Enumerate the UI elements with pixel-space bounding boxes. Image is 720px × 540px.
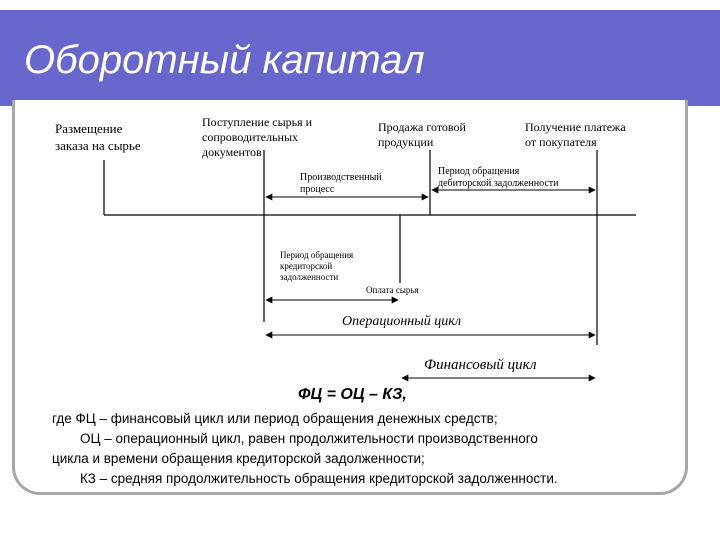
- legend-line-4: КЗ – средняя продолжительность обращения кредиторской задолженности.: [80, 471, 558, 486]
- slide-title: Оборотный капитал: [24, 38, 425, 82]
- payables-line2: кредиторской: [280, 261, 333, 271]
- production-line2: процесс: [300, 184, 335, 195]
- event-receipt-line1: Поступление сырья и: [202, 115, 313, 129]
- event-order-line2: заказа на сырье: [55, 138, 141, 153]
- receivables-line1: Период обращения: [438, 166, 520, 177]
- receivables-line2: дебиторской задолженности: [438, 178, 559, 189]
- formula: ФЦ = ОЦ – КЗ,: [298, 386, 407, 403]
- payables-period-label: [280, 250, 353, 283]
- legend-line-3: цикла и времени обращения кредиторской задолженности;: [52, 451, 425, 466]
- payables-line1: Период обращения: [280, 250, 354, 260]
- event-sale-label: [378, 120, 466, 150]
- payables-line3: задолженности: [280, 272, 339, 282]
- event-sale-line2: продукции: [378, 135, 434, 149]
- event-receipt-label: [202, 115, 312, 160]
- raw-payment-label: Оплата сырья: [366, 285, 419, 295]
- legend-line-1: где ФЦ – финансовый цикл или период обращения денежных средств;: [52, 411, 498, 426]
- production-process-label: [300, 172, 382, 196]
- event-payment-line2: от покупателя: [525, 135, 597, 149]
- event-payment-line1: Получение платежа: [525, 120, 626, 134]
- event-sale-line1: Продажа готовой: [378, 120, 466, 134]
- receivables-period-label: [438, 166, 559, 190]
- legend-line-2: ОЦ – операционный цикл, равен продолжительности производственного: [80, 431, 538, 446]
- financial-cycle-label: Финансовый цикл: [424, 357, 537, 373]
- event-order-label: [55, 120, 141, 154]
- event-receipt-line2: сопроводительных: [202, 130, 299, 144]
- operating-cycle-label: Операционный цикл: [342, 314, 462, 329]
- production-line1: Производственный: [300, 172, 382, 183]
- event-payment-label: [525, 120, 626, 150]
- event-order-line1: Размещение: [55, 121, 123, 136]
- event-receipt-line3: документов: [202, 145, 262, 159]
